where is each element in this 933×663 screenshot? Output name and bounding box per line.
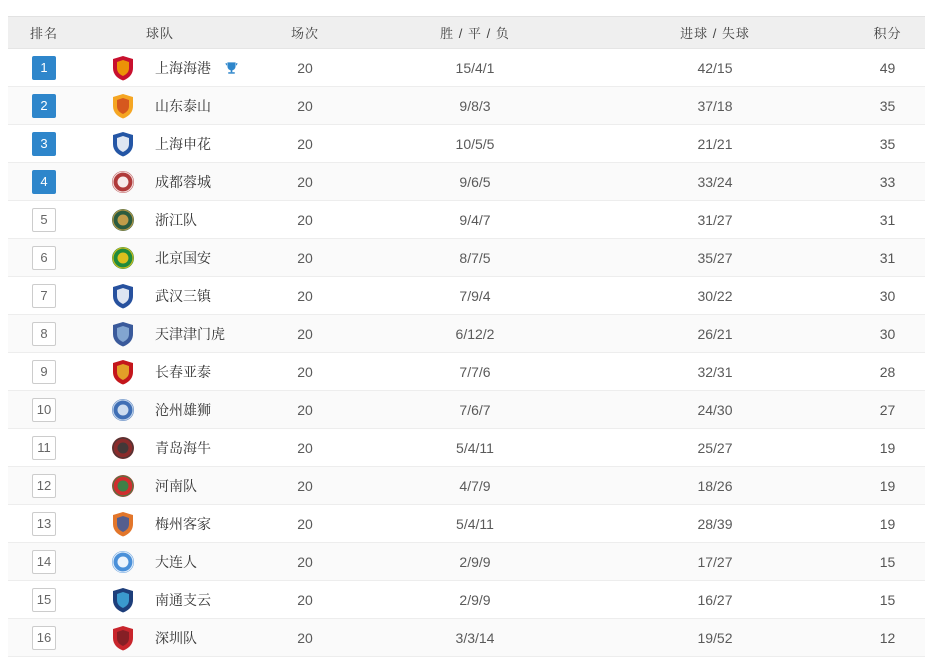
team-name[interactable]: 青岛海牛 [155,439,211,456]
table-row[interactable] [8,239,925,277]
team-name[interactable]: 沧州雄狮 [155,401,211,418]
rank-badge: 12 [32,474,56,498]
team-name[interactable]: 武汉三镇 [155,287,211,304]
goals-for-against: 35/27 [697,249,733,266]
matches-played: 20 [297,439,313,456]
table-row[interactable] [8,163,925,201]
win-draw-loss: 2/9/9 [459,553,491,570]
goals-for-against: 28/39 [697,515,733,532]
table-row[interactable] [8,391,925,429]
goals-for-against: 21/21 [697,135,733,152]
team-name[interactable]: 天津津门虎 [155,325,225,342]
column-header-goals: 进球 / 失球 [680,26,750,41]
team-logo-icon [111,169,135,195]
goals-for-against: 25/27 [697,439,733,456]
rank-badge: 7 [32,284,56,308]
matches-played: 20 [297,173,313,190]
rank-badge: 1 [32,56,56,80]
matches-played: 20 [297,135,313,152]
team-name[interactable]: 上海申花 [155,135,211,152]
win-draw-loss: 5/4/11 [456,439,494,456]
matches-played: 20 [297,553,313,570]
win-draw-loss: 2/9/9 [459,591,491,608]
table-row[interactable] [8,505,925,543]
league-standings-table [8,16,925,657]
win-draw-loss: 7/9/4 [459,287,491,304]
rank-badge: 11 [32,436,56,460]
win-draw-loss: 4/7/9 [459,477,491,494]
team-logo-icon [111,55,135,81]
table-row[interactable] [8,581,925,619]
team-logo-icon [111,93,135,119]
matches-played: 20 [297,363,313,380]
matches-played: 20 [297,211,313,228]
matches-played: 20 [297,287,313,304]
rank-badge: 4 [32,170,56,194]
column-header-wdl: 胜 / 平 / 负 [440,26,510,41]
goals-for-against: 32/31 [697,363,733,380]
matches-played: 20 [297,97,313,114]
points: 31 [879,249,896,266]
goals-for-against: 16/27 [697,591,733,608]
column-header-rank: 排名 [29,26,58,41]
team-logo-icon [111,207,135,233]
win-draw-loss: 9/8/3 [459,97,491,114]
table-row[interactable] [8,277,925,315]
matches-played: 20 [297,59,313,76]
matches-played: 20 [297,515,313,532]
goals-for-against: 19/52 [697,629,733,646]
points: 19 [879,477,896,494]
matches-played: 20 [297,249,313,266]
team-name[interactable]: 河南队 [155,477,197,494]
matches-played: 20 [297,591,313,608]
goals-for-against: 33/24 [697,173,733,190]
trophy-icon [225,61,238,75]
goals-for-against: 26/21 [697,325,733,342]
rank-badge: 14 [32,550,56,574]
table-row[interactable] [8,315,925,353]
team-name[interactable]: 深圳队 [155,629,197,646]
points: 30 [879,287,896,304]
table-row[interactable] [8,49,925,87]
points: 28 [879,363,896,380]
team-name[interactable]: 梅州客家 [155,515,211,532]
table-row[interactable] [8,543,925,581]
table-row[interactable] [8,125,925,163]
points: 31 [879,211,896,228]
team-logo-icon [111,549,135,575]
points: 19 [879,439,896,456]
team-logo-icon [111,245,135,271]
win-draw-loss: 5/4/11 [456,515,494,532]
win-draw-loss: 9/6/5 [459,173,491,190]
goals-for-against: 18/26 [697,477,733,494]
team-name[interactable]: 南通支云 [155,591,211,608]
table-row[interactable] [8,87,925,125]
points: 35 [879,135,896,152]
rank-badge: 6 [32,246,56,270]
team-logo-icon [111,587,135,613]
points: 12 [879,629,896,646]
points: 27 [879,401,896,418]
column-header-team: 球队 [145,26,174,41]
points: 15 [879,591,896,608]
rank-badge: 9 [32,360,56,384]
win-draw-loss: 6/12/2 [455,325,495,342]
team-logo-icon [111,359,135,385]
win-draw-loss: 15/4/1 [455,59,495,76]
goals-for-against: 42/15 [697,59,733,76]
team-name[interactable]: 上海海港 [155,59,211,76]
goals-for-against: 17/27 [697,553,733,570]
team-logo-icon [111,435,135,461]
team-logo-icon [111,283,135,309]
win-draw-loss: 3/3/14 [455,629,495,646]
points: 15 [879,553,896,570]
win-draw-loss: 8/7/5 [459,249,491,266]
rank-badge: 13 [32,512,56,536]
rank-badge: 15 [32,588,56,612]
team-name[interactable]: 成都蓉城 [155,173,211,190]
matches-played: 20 [297,401,313,418]
rank-badge: 5 [32,208,56,232]
team-logo-icon [111,397,135,423]
points: 49 [879,59,896,76]
team-name[interactable]: 浙江队 [155,211,197,228]
goals-for-against: 30/22 [697,287,733,304]
rank-badge: 2 [32,94,56,118]
rank-badge: 16 [32,626,56,650]
points: 33 [879,173,896,190]
column-header-played: 场次 [290,26,319,41]
rank-badge: 10 [32,398,56,422]
points: 30 [879,325,896,342]
win-draw-loss: 10/5/5 [455,135,495,152]
win-draw-loss: 7/6/7 [459,401,491,418]
team-logo-icon [111,511,135,537]
table-row[interactable] [8,353,925,391]
win-draw-loss: 9/4/7 [459,211,491,228]
table-row[interactable] [8,619,925,657]
points: 19 [879,515,896,532]
matches-played: 20 [297,325,313,342]
table-body [8,49,925,657]
column-header-points: 积分 [873,26,902,41]
team-logo-icon [111,131,135,157]
team-logo-icon [111,473,135,499]
team-name[interactable]: 山东泰山 [155,97,211,114]
rank-badge: 3 [32,132,56,156]
goals-for-against: 24/30 [697,401,733,418]
team-name[interactable]: 长春亚泰 [155,363,211,380]
team-name[interactable]: 大连人 [155,553,197,570]
table-header-row [8,16,925,49]
team-name[interactable]: 北京国安 [155,249,211,266]
points: 35 [879,97,896,114]
table-row[interactable] [8,201,925,239]
team-logo-icon [111,321,135,347]
table-row[interactable] [8,467,925,505]
table-row[interactable] [8,429,925,467]
goals-for-against: 31/27 [697,211,733,228]
matches-played: 20 [297,477,313,494]
goals-for-against: 37/18 [697,97,733,114]
matches-played: 20 [297,629,313,646]
win-draw-loss: 7/7/6 [459,363,491,380]
rank-badge: 8 [32,322,56,346]
